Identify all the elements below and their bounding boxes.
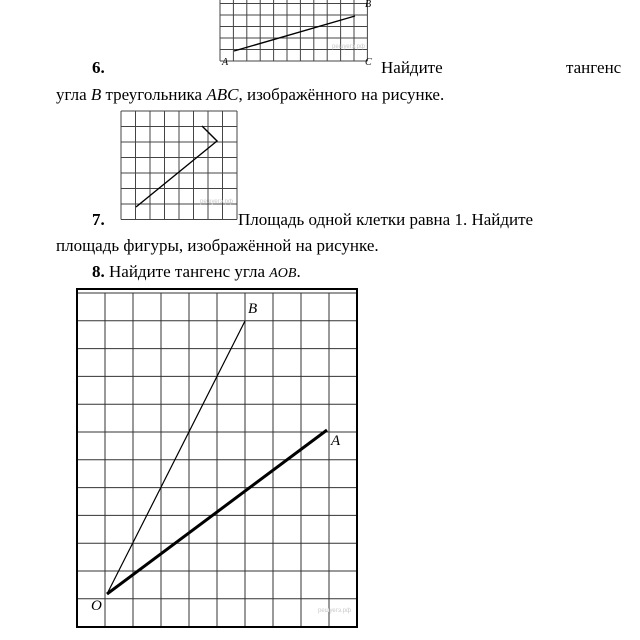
- label-a: A: [222, 57, 229, 68]
- watermark: решуегэ.рф: [332, 44, 365, 50]
- watermark: решуегэ.рф: [318, 608, 351, 614]
- problem7-line2: площадь фигуры, изображённой на рисунке.: [56, 236, 379, 255]
- var-abc: ABC: [206, 85, 239, 104]
- ray-ob: [107, 321, 245, 594]
- problem6-number: 6.: [92, 58, 105, 77]
- line2-prefix: угла: [56, 85, 91, 104]
- problem6-figure: [210, 0, 380, 72]
- var-b: B: [90, 85, 102, 104]
- line2-suffix: , изображённого на рисунке.: [238, 85, 445, 104]
- problem7-line1: Площадь одной клетки равна 1. Найдите: [238, 210, 534, 229]
- line2-mid: треугольника: [101, 85, 207, 104]
- label-b: B: [365, 0, 372, 10]
- label-c: C: [365, 57, 372, 68]
- problem6-text-tangent: тангенс: [566, 58, 622, 77]
- problem8-number: 8.: [92, 262, 105, 281]
- problem6-text-find: Найдите: [381, 58, 443, 77]
- figure-shape: [136, 126, 217, 207]
- label-o: O: [91, 598, 102, 614]
- label-b: B: [248, 301, 258, 317]
- label-a: A: [331, 433, 341, 449]
- problem6-line2: [56, 85, 444, 105]
- angle-aob: AOB: [269, 266, 297, 281]
- watermark: решуегэ.рф: [200, 199, 233, 205]
- problem7-figure: [118, 108, 238, 228]
- period: .: [296, 262, 301, 281]
- problem8-text: Найдите тангенс угла: [104, 262, 270, 281]
- problem8-figure: [76, 288, 358, 628]
- problem8-line: [92, 262, 301, 284]
- problem7-number: 7.: [92, 210, 105, 229]
